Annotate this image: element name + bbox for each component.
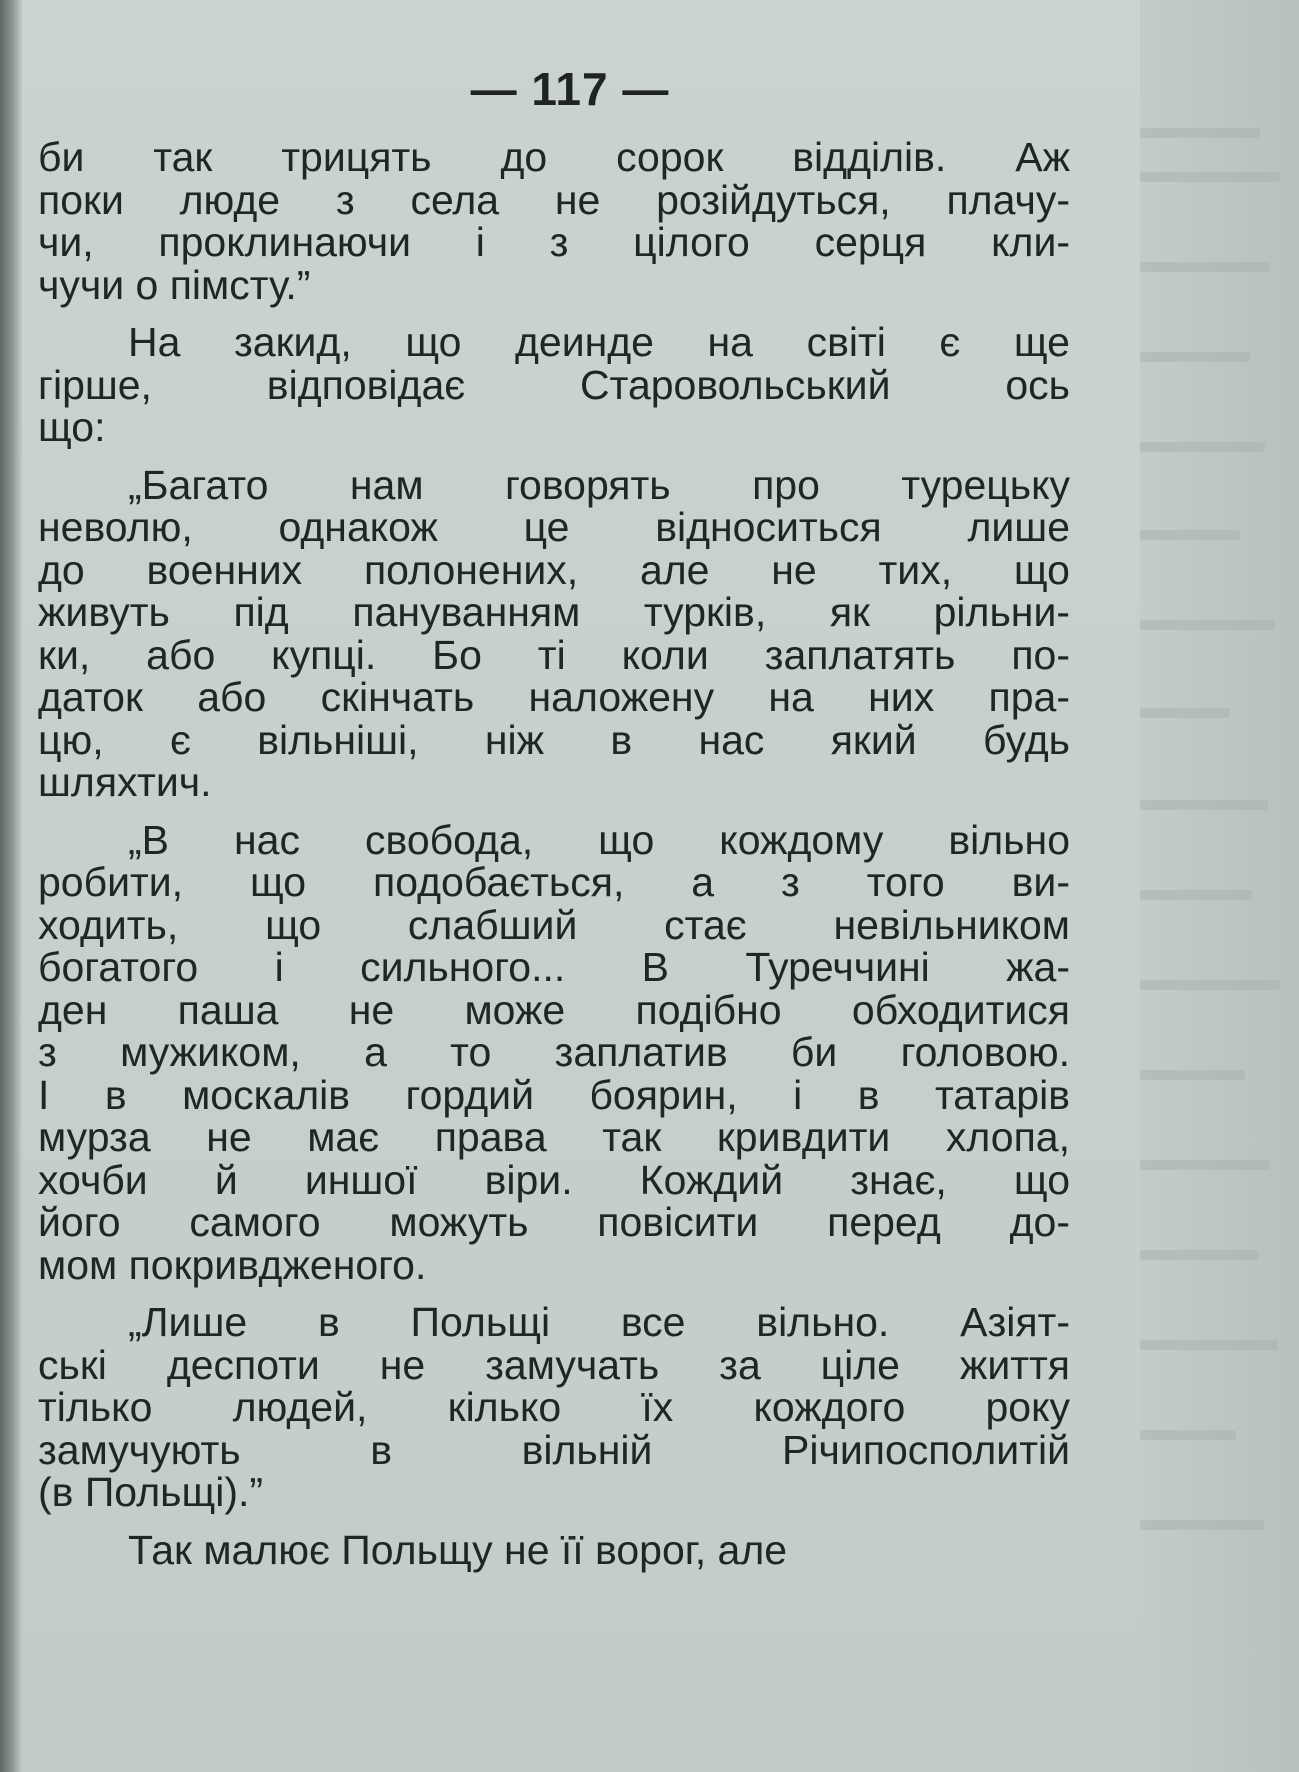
text-line: що: bbox=[38, 404, 106, 450]
text-line: гірше, відповідає Старовольський ось bbox=[38, 361, 1070, 408]
text-line: богатого і сильного... В Туреччині жа- bbox=[38, 944, 1070, 990]
paragraph bbox=[38, 1526, 1070, 1573]
text-line: Так малює Польщу не її ворог, але bbox=[128, 1526, 788, 1573]
text-line: тілько людей, кілько їх кождого року bbox=[38, 1384, 1070, 1430]
text-line: ки, або купці. Бо ті коли заплатять по- bbox=[38, 631, 1070, 678]
paragraph bbox=[38, 1301, 1070, 1514]
text-line: чучи о пімсту.” bbox=[38, 261, 311, 308]
body-text bbox=[38, 136, 1070, 1571]
text-line: шляхтич. bbox=[38, 759, 212, 805]
text-line: його самого можуть повісити перед до- bbox=[38, 1199, 1070, 1245]
text-line: (в Польщі).” bbox=[38, 1469, 264, 1515]
text-line: би так трицять до сорок відділів. Аж bbox=[38, 134, 1070, 180]
text-line: поки люде з села не розійдуться, плачу- bbox=[38, 176, 1070, 223]
text-line: „Багато нам говорять про турецьку bbox=[128, 461, 1070, 508]
page-number: — 117 — bbox=[470, 63, 670, 115]
text-line: мурза не має права так кривдити хлопа, bbox=[38, 1114, 1070, 1160]
text-line: даток або скінчать наложену на них пра- bbox=[38, 674, 1070, 720]
text-line: до военних полонених, але не тих, що bbox=[38, 546, 1070, 593]
text-line: „В нас свобода, що кождому вільно bbox=[128, 816, 1070, 863]
paragraph bbox=[38, 461, 1070, 805]
paragraph bbox=[38, 816, 1070, 1288]
text-line: ден паша не може подібно обходитися bbox=[38, 986, 1070, 1033]
text-line: ходить, що слабший стає невільником bbox=[38, 901, 1070, 948]
text-line: І в москалів гордий боярин, і в татарів bbox=[38, 1071, 1070, 1118]
text-line: замучують в вільній Річипосполитій bbox=[38, 1426, 1070, 1473]
paragraph bbox=[38, 321, 1070, 449]
text-line: „Лише в Польщі все вільно. Азіят- bbox=[128, 1299, 1070, 1345]
text-line: живуть під пануванням турків, як рільни- bbox=[38, 589, 1070, 635]
text-line: робити, що подобається, а з того ви- bbox=[38, 859, 1070, 905]
text-line: На закид, що деинде на світі є ще bbox=[128, 319, 1070, 365]
text-line: хочби й иншої віри. Кождий знає, що bbox=[38, 1156, 1070, 1203]
facing-page-edge bbox=[1140, 0, 1299, 1772]
text-line: цю, є вільніші, ніж в нас який будь bbox=[38, 716, 1070, 763]
text-line: ські деспоти не замучать за ціле життя bbox=[38, 1341, 1070, 1388]
text-line: неволю, однакож це відноситься лише bbox=[38, 504, 1070, 550]
paragraph bbox=[38, 136, 1070, 306]
text-line: з мужиком, а то заплатив би головою. bbox=[38, 1029, 1070, 1075]
text-line: чи, проклинаючи і з цілого серця кли- bbox=[38, 219, 1070, 265]
book-spine-shadow bbox=[0, 0, 22, 1772]
text-line: мом покривдженого. bbox=[38, 1241, 427, 1288]
